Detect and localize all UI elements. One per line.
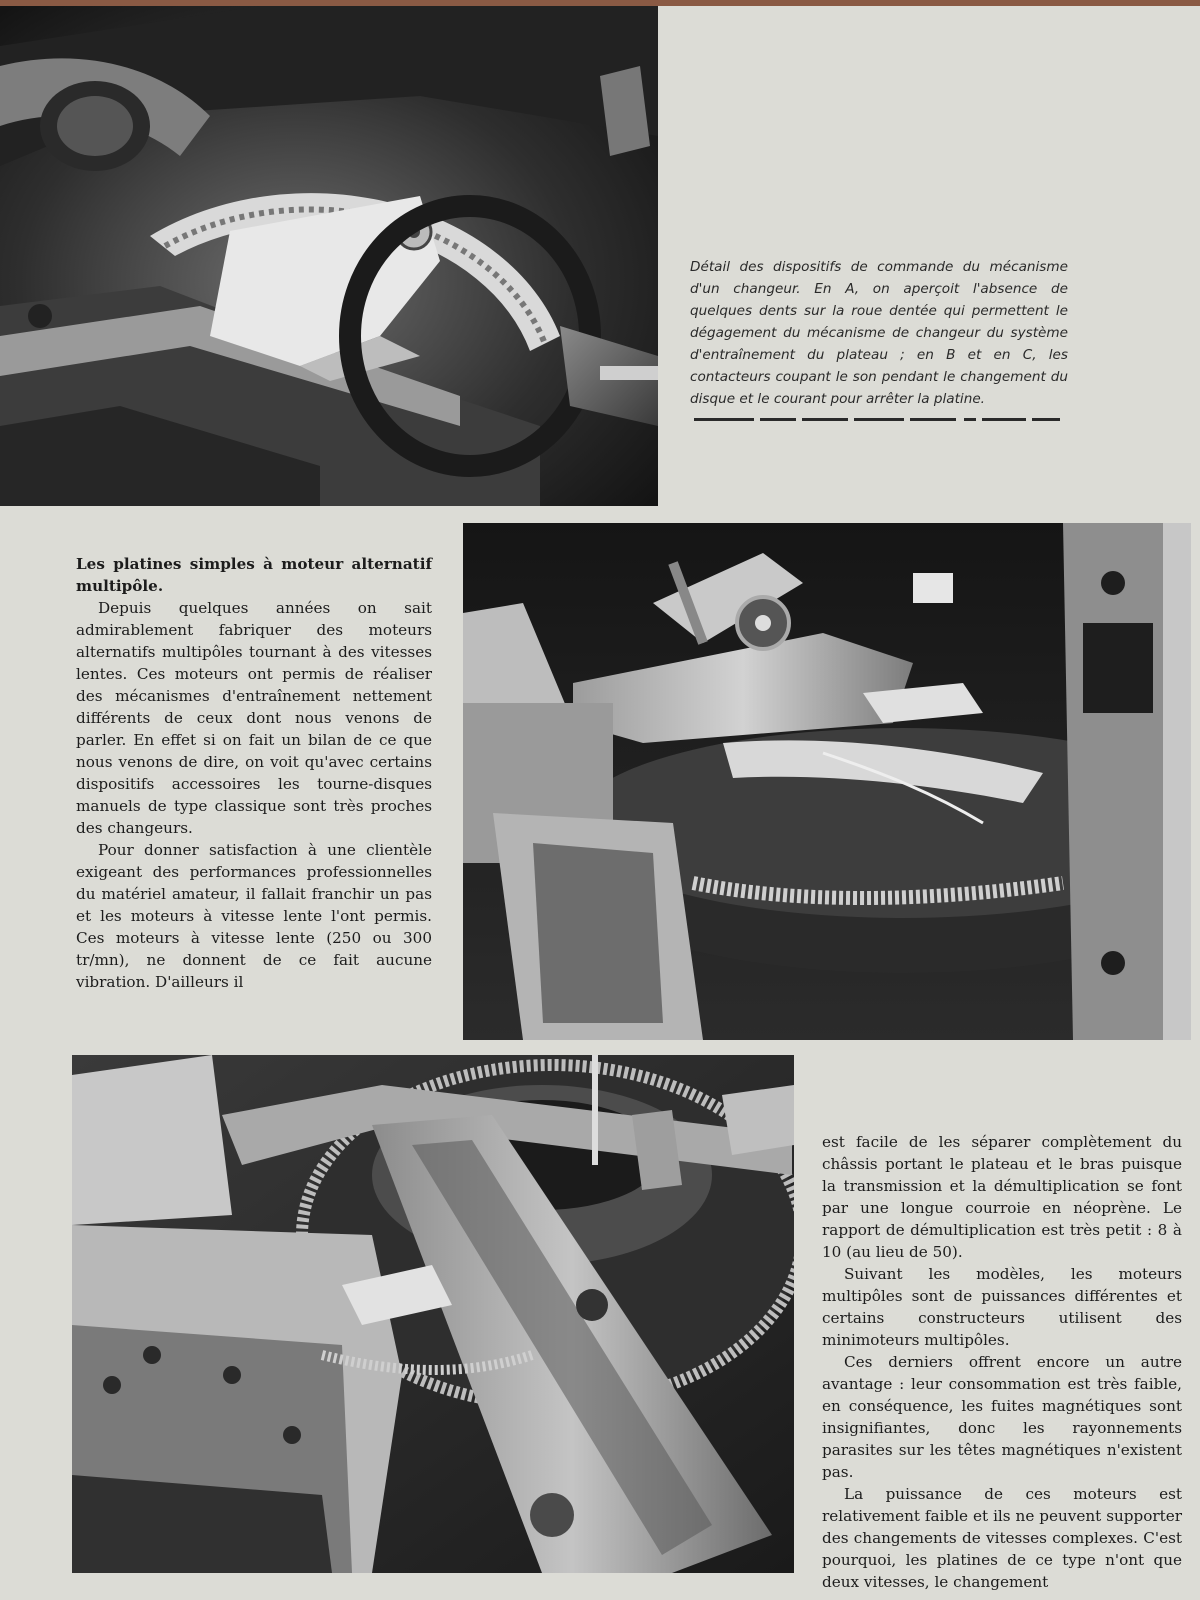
paragraph: Ces derniers offrent encore un autre avantage : leur consommation est très faible, en conséquence, les fuites magnétiques sont insignifiantes, donc les rayonnements parasites sur les têtes magnétiques n'existent pas. [822,1353,1182,1481]
section-heading: Les platines simples à moteur alternatif multipôle. [76,555,432,595]
paragraph: La puissance de ces moteurs est relativement faible et ils ne peuvent supporter des changements de vitesses complexes. C'est pourquoi, les platines de ce type n'ont que deux vitesses, le changement [822,1485,1182,1591]
article-column-right [822,1131,1182,1593]
paragraph: est facile de les séparer complètement du châssis portant le plateau et le bras puisque la transmission et la démultiplication se font par une longue courroie en néoprène. Le rapport de démultiplication est très petit : 8 à 10 (au lieu de 50). [822,1133,1182,1261]
paragraph: Depuis quelques années on sait admirablement fabriquer des moteurs alternatifs multipôles tournant à des vitesses lentes. Ces moteurs ont permis de réaliser des mécanismes d'entraînement nettement différents de ceux dont nous venons de parler. En effet si on fait un bilan de ce que nous venons de dire, on voit qu'avec certains dispositifs accessoires les tourne-disques manuels de type classique sont très proches des changeurs. [76,599,432,837]
paragraph: Pour donner satisfaction à une clientèle exigeant des performances professionnelles du matériel amateur, il fallait franchir un pas et les moteurs à vitesse lente l'ont permis. Ces moteurs à vitesse lente (250 ou 300 tr/mn), ne donnent de ce fait aucune vibration. D'ailleurs il [76,841,432,991]
article-column-left [76,553,432,993]
photo-changer-gear-detail [0,6,658,506]
photo-changer-arm-platter [72,1055,794,1573]
photo-turntable-mechanism [463,523,1191,1040]
caption-decorative-rule [694,418,1060,422]
paragraph: Suivant les modèles, les moteurs multipôles sont de puissances différentes et certains constructeurs utilisent des minimoteurs multipôles. [822,1265,1182,1349]
photo-caption: Détail des dispositifs de commande du mécanisme d'un changeur. En A, on aperçoit l'absence de quelques dents sur la roue dentée qui permettent le dégagement du mécanisme de changeur du système d'entraînement du plateau ; en B et en C, les contacteurs coupant le son pendant le changement du disque et le courant pour arrêter la platine. [690,259,1068,407]
